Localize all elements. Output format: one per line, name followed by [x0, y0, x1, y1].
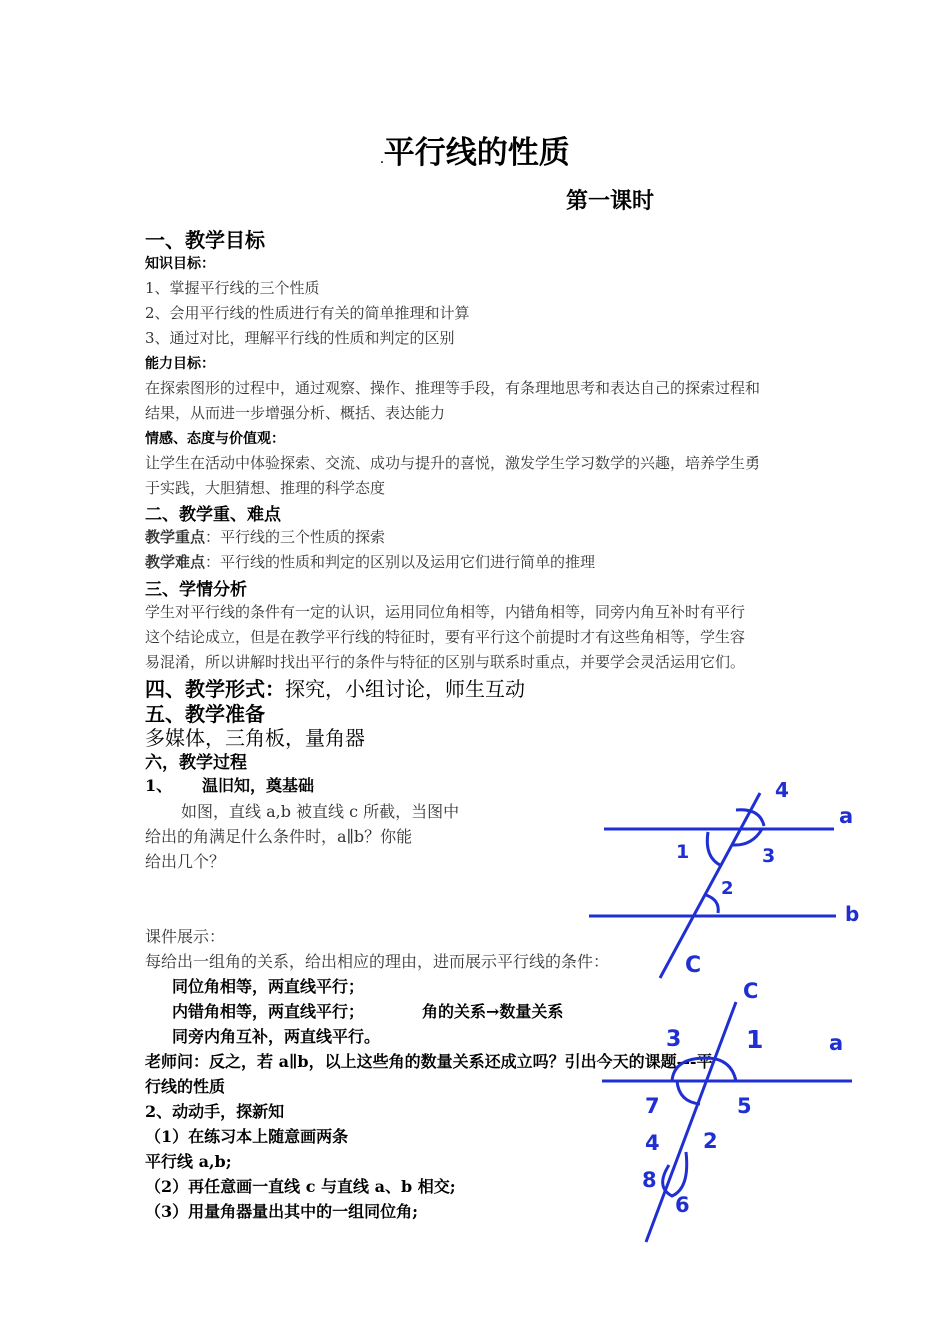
fig2-transversal-c	[646, 1002, 736, 1242]
fig2-label-c: C	[743, 979, 759, 1003]
rule-interior: 同旁内角互补，两直线平行。	[172, 1027, 381, 1046]
rule-alternate: 内错角相等，两直线平行；	[172, 1002, 365, 1021]
attitude-line: 让学生在活动中体验探索、交流、成功与提升的喜悦，激发学生学习数学的兴趣，培养学生勇	[145, 454, 761, 472]
step1-number: 1、	[145, 776, 173, 795]
step2-item: （3）用量角器量出其中的一组同位角;	[145, 1202, 419, 1221]
ability-label: 能力目标：	[145, 356, 215, 372]
step2-item: （2）再任意画一直线 c 与直线 a、b 相交;	[145, 1177, 456, 1196]
fig2-label-8: 8	[642, 1168, 657, 1192]
fig2-label-3: 3	[666, 1027, 682, 1052]
fig2-label-5: 5	[737, 1094, 752, 1118]
difficult-text: ：平行线的性质和判定的区别以及运用它们进行简单的推理	[205, 553, 596, 571]
angle-1-arc	[707, 832, 722, 866]
step1-line: 给出的角满足什么条件时，a∥b？你能	[145, 827, 413, 846]
knowledge-item: 3、通过对比，理解平行线的性质和判定的区别	[145, 329, 455, 347]
fig2-label-4: 4	[645, 1131, 660, 1155]
section1-heading: 一、教学目标	[145, 228, 265, 252]
fig2-label-1: 1	[746, 1025, 764, 1054]
title-dot: .	[380, 155, 384, 166]
difficult-label: 教学难点	[145, 553, 206, 571]
fig2-label-a: a	[829, 1031, 844, 1055]
teacher-question: 老师问：反之，若 a∥b，以上这些角的数量关系还成立吗？引出今天的课题---平	[145, 1052, 713, 1071]
key-text: ：平行线的三个性质的探索	[205, 528, 386, 546]
fig1-label-b: b	[845, 902, 860, 926]
rule-corresponding: 同位角相等，两直线平行；	[172, 977, 365, 996]
section2-heading: 二、教学重、难点	[145, 505, 281, 525]
section5-heading: 五、教学准备	[145, 702, 265, 726]
courseware-label: 课件展示：	[145, 927, 226, 946]
title-text: 平行线的性质	[383, 135, 570, 171]
fig2-angle-7-arc	[677, 1081, 700, 1104]
step2-item: 平行线 a,b;	[145, 1152, 232, 1171]
fig2-angle-top-arc	[672, 1058, 736, 1081]
transversal-c	[660, 793, 760, 978]
attitude-label: 情感、态度与价值观：	[145, 431, 285, 447]
section6-heading: 六，教学过程	[145, 753, 247, 773]
step2-title: 2、动动手，探新知	[145, 1102, 285, 1121]
knowledge-label: 知识目标：	[145, 256, 215, 272]
analysis-line: 易混淆，所以讲解时找出平行的条件与特征的区别与联系时重点，并要学会灵活运用它们。	[145, 653, 746, 671]
ability-line: 结果，从而进一步增强分析、概括、表达能力	[145, 404, 446, 422]
fig1-label-a: a	[839, 804, 854, 828]
fig2-label-6: 6	[675, 1193, 690, 1217]
step2-item: （1）在练习本上随意画两条	[145, 1127, 349, 1146]
fig1-label-4: 4	[775, 778, 789, 802]
analysis-line: 这个结论成立，但是在教学平行线的特征时，要有平行这个前提时才有这些角相等，学生容	[145, 628, 746, 646]
key-label: 教学重点	[145, 528, 206, 546]
fig1-label-c: C	[685, 953, 702, 978]
attitude-line: 于实践，大胆猜想、推理的科学态度	[145, 479, 386, 497]
step1-line: 如图，直线 a,b 被直线 c 所截，当图中	[181, 802, 460, 821]
section4-heading: 四、教学形式：	[145, 677, 285, 701]
angle-2-arc	[706, 895, 718, 913]
fig1-label-1: 1	[676, 841, 690, 863]
fig1-label-2: 2	[721, 878, 734, 899]
section3-heading: 三、学情分析	[145, 580, 247, 600]
step1-line: 给出几个？	[145, 852, 226, 871]
section5-text: 多媒体，三角板，量角器	[145, 726, 365, 750]
ability-line: 在探索图形的过程中，通过观察、操作、推理等手段，有条理地思考和表达自己的探索过程和	[145, 379, 761, 397]
fig2-label-2: 2	[703, 1129, 718, 1153]
teacher-question-cont: 行线的性质	[145, 1077, 226, 1096]
step1-title: 温旧知，奠基础	[202, 776, 315, 795]
fig2-label-7: 7	[645, 1094, 660, 1118]
analysis-line: 学生对平行线的条件有一定的认识，运用同位角相等，内错角相等，同旁内角互补时有平行	[145, 603, 746, 621]
fig2-angle-lower-arc	[663, 1152, 687, 1196]
knowledge-item: 2、会用平行线的性质进行有关的简单推理和计算	[145, 304, 470, 322]
knowledge-item: 1、掌握平行线的三个性质	[145, 279, 320, 297]
angle-4-arc	[736, 810, 764, 826]
rule-relation: 角的关系→数量关系	[422, 1002, 564, 1021]
fig1-label-3: 3	[762, 845, 776, 867]
subtitle: 第一课时	[566, 188, 655, 214]
section4-text: 探究，小组讨论，师生互动	[285, 677, 525, 701]
courseware-line: 每给出一组角的关系，给出相应的理由，进而展示平行线的条件：	[145, 952, 610, 971]
